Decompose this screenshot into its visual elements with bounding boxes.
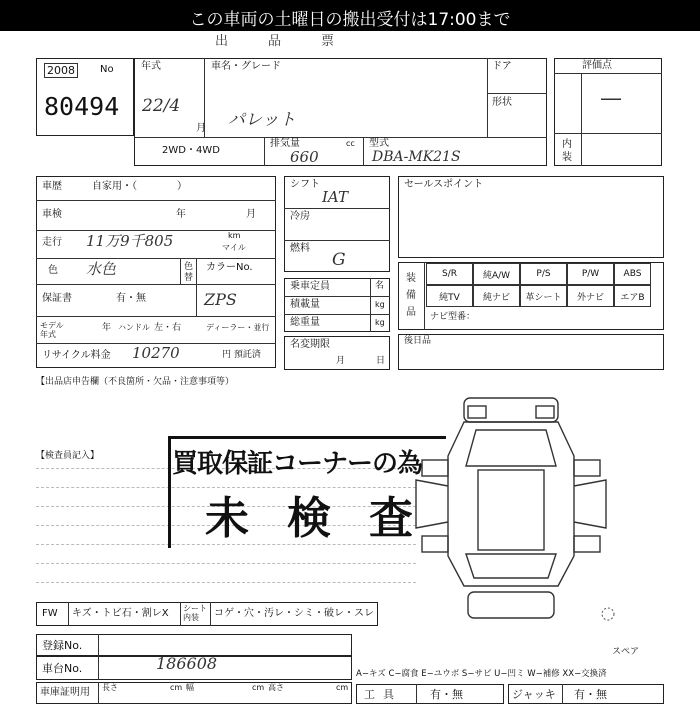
rating-label: 評価点 (582, 60, 612, 71)
color-label: 色 (48, 265, 58, 276)
year-unit: 年 (102, 323, 112, 333)
cert-sub3: 高さ (268, 683, 284, 692)
equip-cell: ABS (614, 263, 651, 285)
cert-label: 車庫証明用 (40, 687, 90, 698)
navi-label: ナビ型番： (430, 312, 476, 322)
recycle-value: 10270 (132, 344, 180, 362)
weight-unit: kg (375, 318, 385, 327)
disp-value: 660 (290, 148, 319, 166)
shape-label: 形状 (492, 97, 512, 108)
sales-label: セールスポイント (404, 179, 484, 190)
chassis-value: 186608 (156, 654, 218, 673)
equip-cell: エアB (614, 285, 651, 307)
reg-label: 登録No. (42, 639, 83, 652)
jack-value: 有・無 (574, 688, 607, 701)
mile-unit: マイル (222, 243, 246, 252)
load-label: 積載量 (290, 299, 320, 310)
history-label: 車歴 (42, 181, 62, 192)
warranty-value: 有・無 (116, 293, 146, 304)
spare-label: スペア (612, 647, 640, 657)
cert-sub: 長さ (102, 683, 118, 692)
later-label: 後日品 (404, 336, 432, 346)
equip-cell: P/W (567, 263, 614, 285)
year-label: 年式 (141, 61, 161, 72)
equip-cell: S/R (426, 263, 473, 285)
handle-label: ハンドル (118, 323, 150, 332)
shift-label: シフト (290, 179, 320, 190)
stamp-line1: 買取保証コーナーの為 (172, 449, 423, 479)
ac-label: 冷房 (290, 211, 310, 222)
cert-unit-3: cm (336, 683, 349, 692)
colorno-value: ZPS (204, 290, 237, 309)
mileage-label: 走行 (42, 237, 62, 248)
chassis-label: 車台No. (42, 662, 83, 675)
equip-label: 装備品 (406, 273, 416, 318)
shift-value: IAT (322, 188, 348, 206)
recycle-unit: 円 預託済 (222, 350, 261, 360)
equip-cell: 外ナビ (567, 285, 614, 307)
inspection-label: 車検 (42, 209, 62, 220)
later-box (398, 334, 664, 370)
mileage-value: 11万9千805 (86, 232, 174, 250)
dealer-label: ディーラー・並行 (206, 323, 270, 332)
equip-cell: 純ナビ (473, 285, 520, 307)
capacity-label: 乗車定員 (290, 281, 330, 292)
inspector-label: 【検査員記入】 (36, 451, 100, 461)
no-mark: No (100, 64, 114, 75)
interior-label: 内装 (562, 139, 572, 163)
inspection-year: 年 (176, 209, 186, 220)
rating-value: — (600, 86, 622, 111)
name-label: 車名・グレード (211, 61, 281, 72)
color-change: 色替 (184, 262, 194, 283)
name-value: パレット (228, 110, 296, 130)
cert-sub2: 幅 (186, 683, 194, 692)
lot-number: 80494 (44, 92, 120, 121)
inspection-month: 月 (246, 209, 256, 220)
equip-cell: 純A/W (473, 263, 520, 285)
tools-label: 工具 (364, 688, 402, 701)
fw-text: キズ・トビ石・割レX (72, 608, 169, 619)
fuel-label: 燃料 (290, 243, 310, 254)
equip-cell: 革シート (520, 285, 567, 307)
stamp-line2: 未検査 (205, 493, 451, 544)
history-value: 自家用・（ ） (92, 181, 187, 192)
colorno-label: カラーNo. (206, 262, 253, 273)
weight-label: 総重量 (290, 317, 320, 328)
year-tag: 2008 (44, 63, 78, 78)
model-year-label: モデル年式 (40, 321, 64, 339)
handle-value: 左・右 (154, 323, 182, 333)
car-diagram (408, 396, 618, 622)
capacity-unit: 名 (375, 281, 385, 291)
page-title: 出品票 (215, 34, 375, 49)
rename-day: 日 (376, 356, 386, 366)
equip-cell: P/S (520, 263, 567, 285)
load-unit: kg (375, 300, 385, 309)
disp-label: 排気量 (270, 138, 300, 149)
tools-value: 有・無 (430, 688, 463, 701)
banner-text: この車両の土曜日の搬出受付は17:00まで (189, 10, 511, 30)
cert-unit-2: cm (252, 683, 265, 692)
jack-label: ジャッキ (512, 688, 556, 701)
damage-legend: A−キズ C−腐食 E−ユウボ S−サビ U−凹ミ W−補修 XX−交換済 (356, 669, 607, 679)
seller-notes-label: 【出品店申告欄（不良箇所・欠品・注意事項等） (36, 377, 235, 387)
drive-label: 2WD・4WD (162, 145, 220, 156)
fuel-value: G (332, 250, 346, 270)
disp-unit: cc (346, 139, 355, 148)
fw-label: FW (42, 608, 58, 619)
recycle-label: リサイクル料金 (42, 350, 111, 361)
km-unit: km (228, 231, 241, 240)
model-label: 型式 (369, 138, 389, 149)
month-unit: 月 (196, 123, 206, 134)
equip-cell: 純TV (426, 285, 473, 307)
warranty-label: 保証書 (42, 293, 72, 304)
door-label: ドア (492, 61, 512, 72)
cert-unit-1: cm (170, 683, 183, 692)
year-value: 22/4 (142, 96, 181, 116)
rename-month: 月 (336, 356, 346, 366)
seat-text: コゲ・穴・汚レ・シミ・破レ・スレ (214, 608, 374, 619)
model-value: DBA-MK21S (372, 149, 461, 165)
rename-label: 名変期限 (290, 339, 330, 350)
color-value: 水色 (86, 260, 117, 278)
seat-label: シート内装 (183, 604, 207, 622)
reg-row (36, 634, 352, 656)
